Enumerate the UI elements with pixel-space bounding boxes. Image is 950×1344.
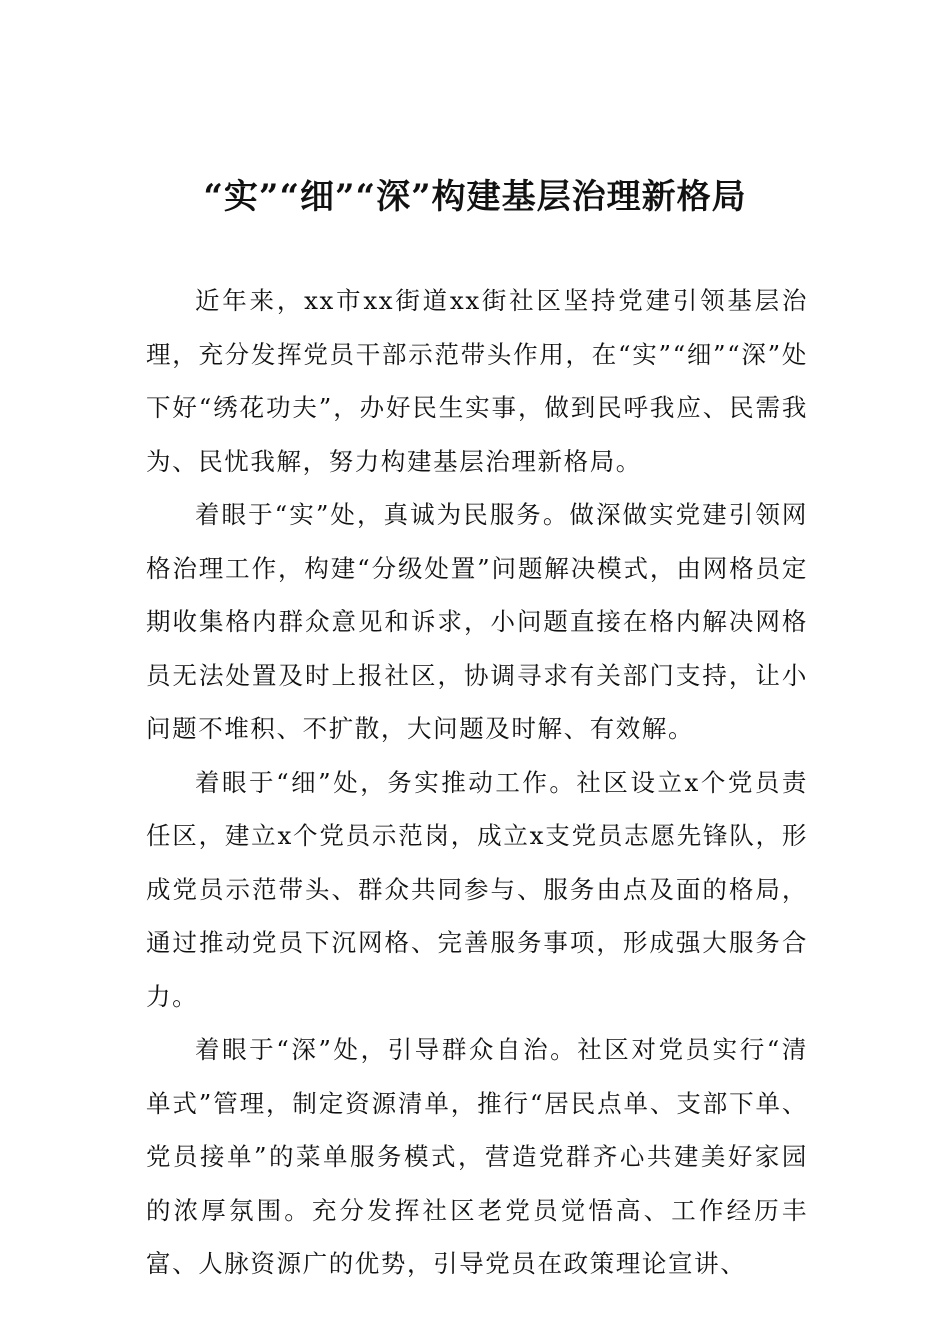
paragraph-xi: 着眼于“细”处，务实推动工作。社区设立x个党员责任区，建立x个党员示范岗，成立x支党员志愿先锋队，形成党员示范带头、群众共同参与、服务由点及面的格局，通过推动党员下沉网格、完善服务事项，形成强大服务合力。	[146, 767, 808, 1011]
document-body	[146, 274, 808, 1291]
paragraph-shi: 着眼于“实”处，真诚为民服务。做深做实党建引领网格治理工作，构建“分级处置”问题解决模式，由网格员定期收集格内群众意见和诉求，小问题直接在格内解决网格员无法处置及时上报社区，协调寻求有关部门支持，让小问题不堆积、不扩散，大问题及时解、有效解。	[146, 500, 808, 743]
paragraph-intro: 近年来，xx市xx街道xx街社区坚持党建引领基层治理，充分发挥党员干部示范带头作用，在“实”“细”“深”处下好“绣花功夫”，办好民生实事，做到民呼我应、民需我为、民忧我解，努力构建基层治理新格局。	[146, 286, 808, 476]
paragraph-shen: 着眼于“深”处，引导群众自治。社区对党员实行“清单式”管理，制定资源清单，推行“居民点单、支部下单、党员接单”的菜单服务模式，营造党群齐心共建美好家园的浓厚氛围。充分发挥社区老党员觉悟高、工作经历丰富、人脉资源广的优势，引导党员在政策理论宣讲、	[146, 1035, 808, 1278]
document-title: “实”“细”“深”构建基层治理新格局	[203, 177, 747, 217]
